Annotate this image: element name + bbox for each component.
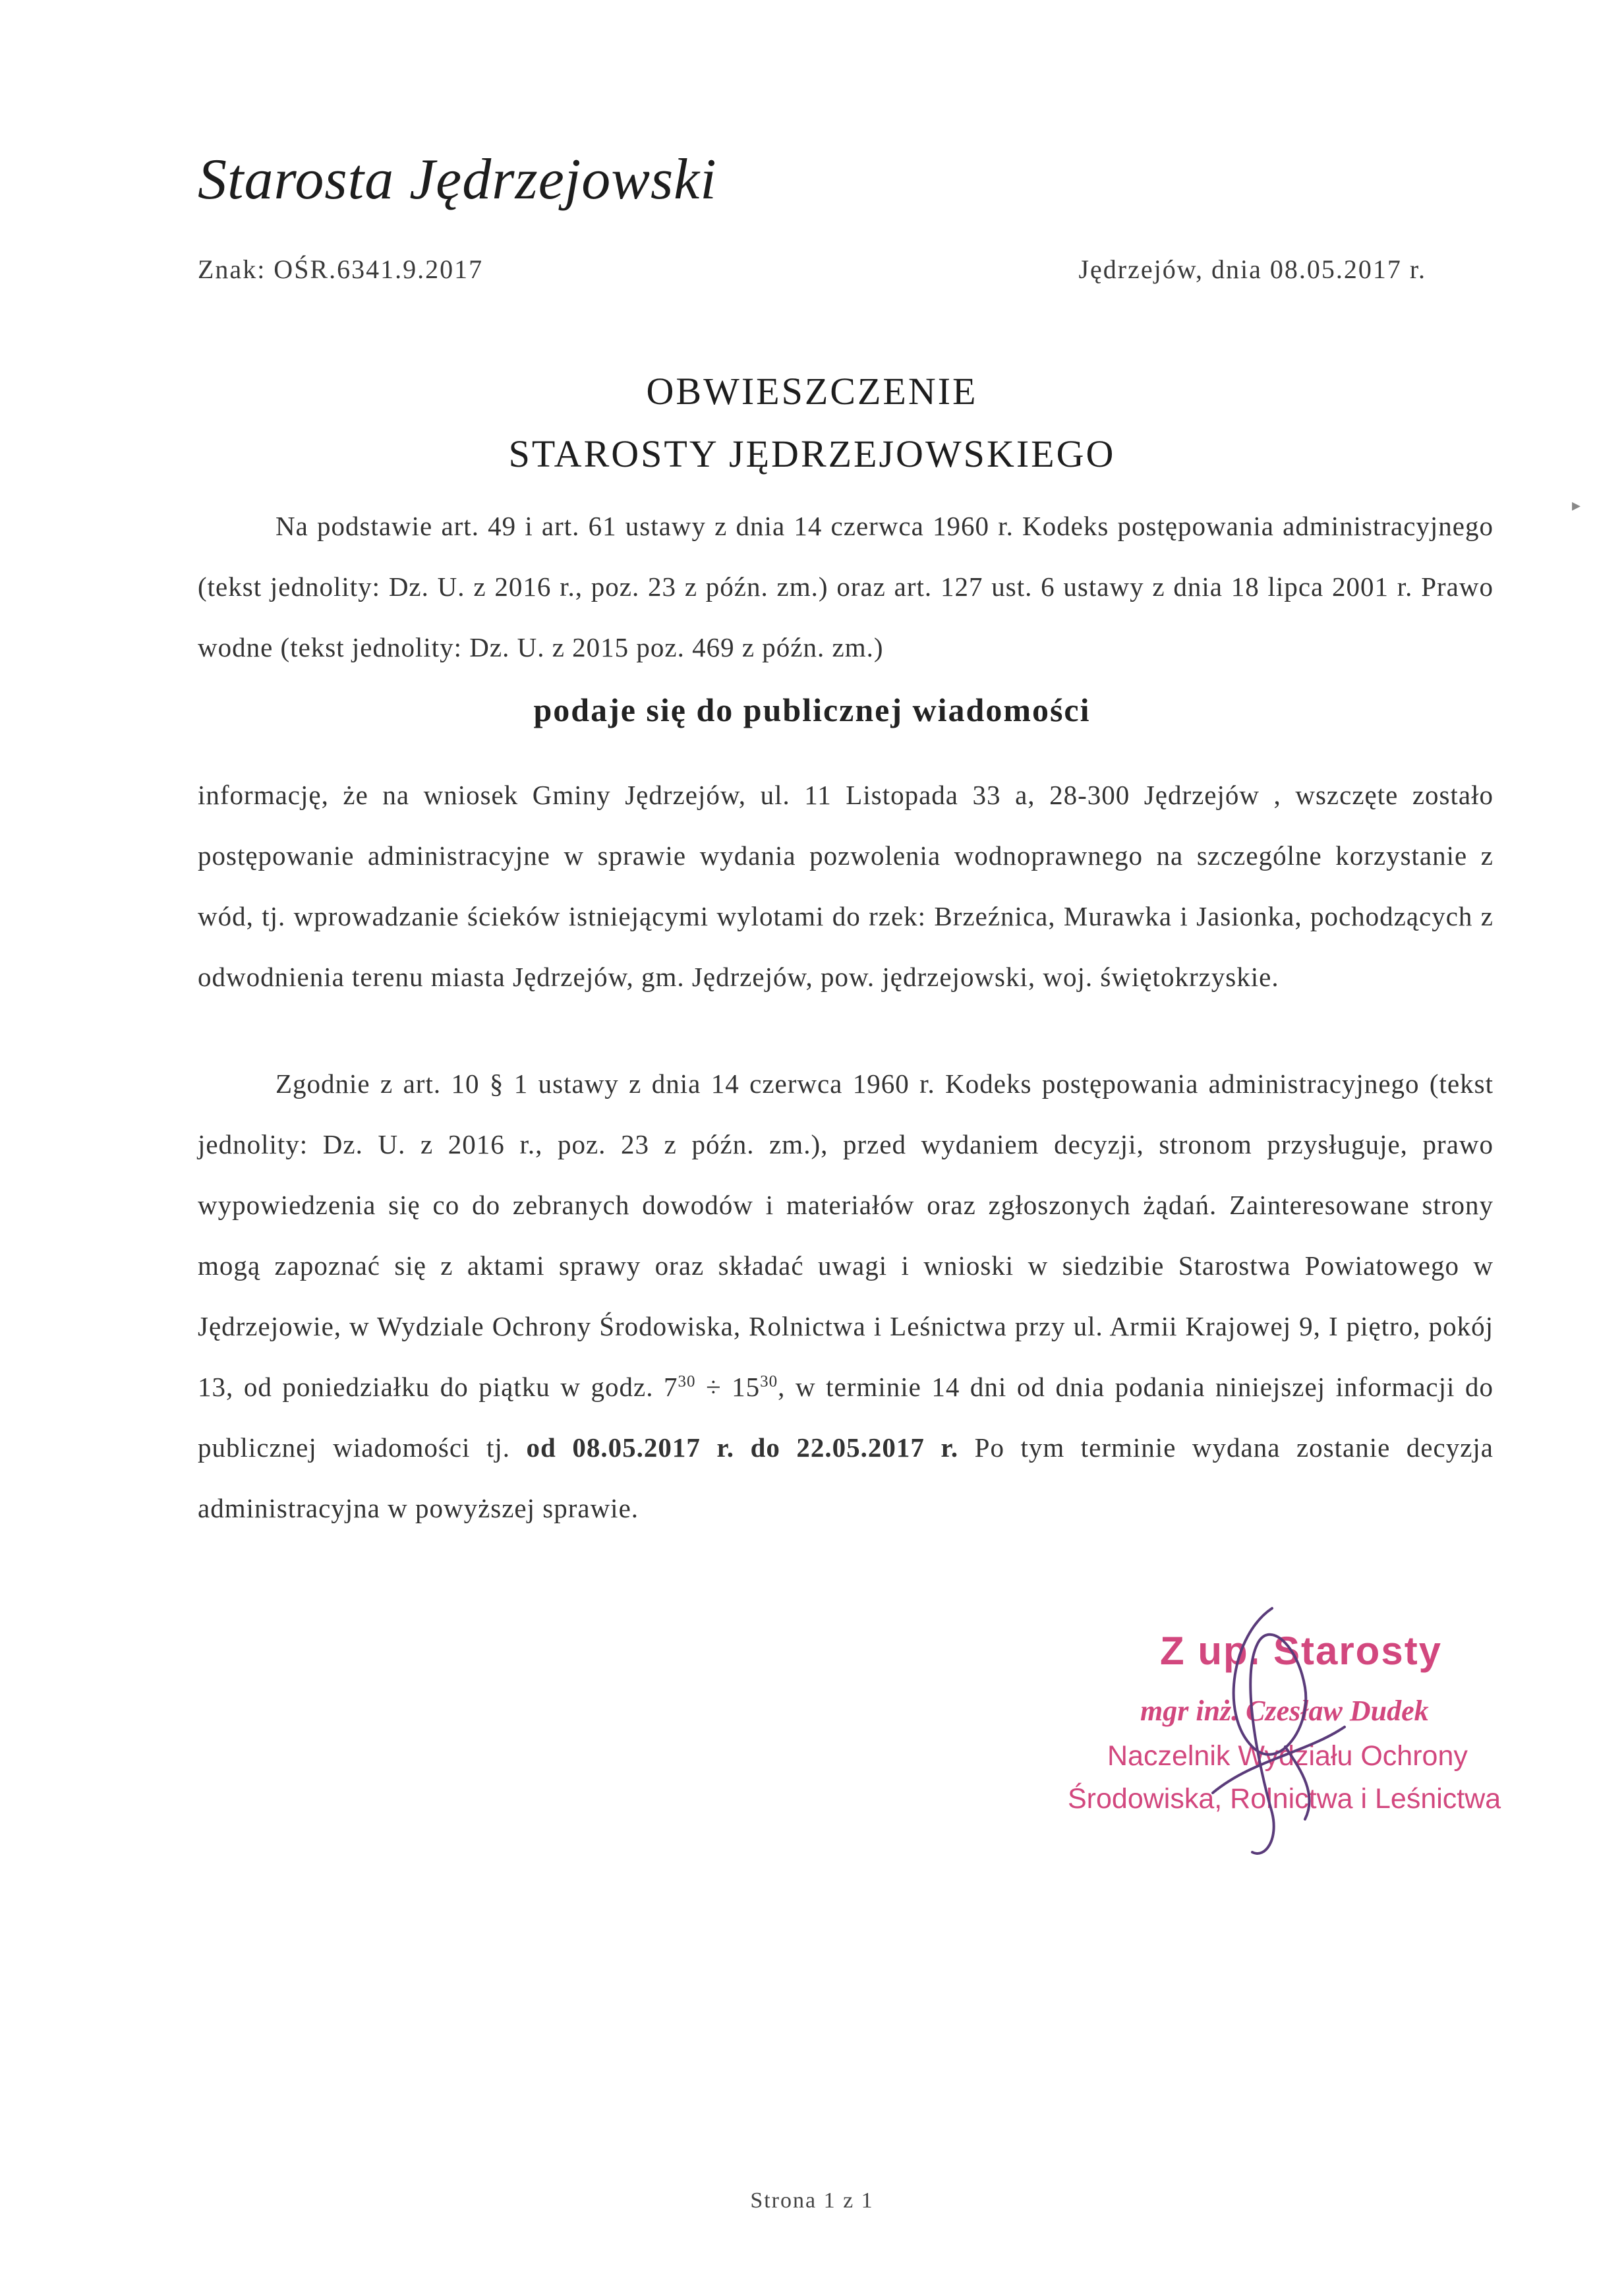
announcement-heading: podaje się do publicznej wiadomości — [533, 691, 1091, 728]
hour-separator: ÷ — [695, 1372, 732, 1402]
document-title: OBWIESZCZENIE — [646, 370, 978, 413]
handwritten-signature — [1173, 1595, 1384, 1872]
consultation-period: od 08.05.2017 r. do 22.05.2017 r. — [526, 1432, 959, 1463]
hour-to: 15 — [732, 1372, 761, 1402]
stamp-position: Naczelnik Wydziału Ochrony — [1107, 1740, 1468, 1772]
hour-to-minutes: 30 — [760, 1372, 778, 1391]
hour-from-minutes: 30 — [678, 1372, 696, 1391]
hour-from: 7 — [664, 1372, 678, 1402]
legal-basis-paragraph: Na podstawie art. 49 i art. 61 ustawy z dnia 14 czerwca 1960 r. Kodeks postępowania administracyjnego (tekst jednolity: Dz. U. z 2016 r., poz. 23 z późn. zm.) oraz art. 127 ust. 6 ustawy z dnia 18 lipca 2001 r. Prawo wodne (tekst jednolity: Dz. U. z 2015 poz. 469 z późn. zm.) — [198, 511, 1494, 662]
information-paragraph: informację, że na wniosek Gminy Jędrzejów, ul. 11 Listopada 33 a, 28-300 Jędrzejów , wszczęte zostało postępowanie administracyjne w sprawie wydania pozwolenia wodnoprawnego na szczególne korzystanie z wód, tj. wprowadzanie ścieków istniejącymi wylotami do rzek: Brzeźnica, Murawka i Jasionka, pochodzących z odwodnienia terenu miasta Jędrzejów, gm. Jędrzejów, pow. jędrzejowski, woj. świętokrzyskie. — [198, 780, 1494, 992]
issuer-heading: Starosta Jędrzejowski — [198, 148, 717, 212]
stamp-department: Środowiska, Rolnictwa i Leśnictwa — [1068, 1783, 1501, 1815]
page-footer: Strona 1 z 1 — [750, 2188, 874, 2213]
place-and-date: Jędrzejów, dnia 08.05.2017 r. — [1078, 254, 1426, 284]
deadline-text: , w terminie 14 dni od dnia podania niniejszej informacji do publicznej wiadomości tj. — [198, 1372, 1494, 1463]
reference-number: Znak: OŚR.6341.9.2017 — [198, 254, 484, 284]
stamp-authorization: Z up. Starosty — [1160, 1629, 1443, 1673]
rights-paragraph — [198, 1053, 1494, 1538]
closing-sentence: Po tym terminie wydana zostanie decyzja administracyjna w powyższej sprawie. — [198, 1432, 1494, 1523]
rights-text: Zgodnie z art. 10 § 1 ustawy z dnia 14 czerwca 1960 r. Kodeks postępowania administracyjnego (tekst jednolity: Dz. U. z 2016 r., poz. 23 z późn. zm.), przed wydaniem decyzji, stronom przysługuje, prawo wypowiedzenia się co do zebranych dowodów i materiałów oraz zgłoszonych żądań. Zainteresowane strony mogą zapoznać się z aktami sprawy oraz składać uwagi i wnioski w siedzibie Starostwa Powiatowego w Jędrzejowie, w Wydziale Ochrony Środowiska, Rolnictwa i Leśnictwa przy ul. Armii Krajowej 9, I piętro, pokój 13, od poniedziałku do piątku w godz. — [198, 1068, 1494, 1402]
scan-mark: ▸ — [1571, 496, 1580, 515]
stamp-name: mgr inż. Czesław Dudek — [1140, 1695, 1429, 1727]
document-subtitle: STAROSTY JĘDRZEJOWSKIEGO — [508, 432, 1116, 475]
